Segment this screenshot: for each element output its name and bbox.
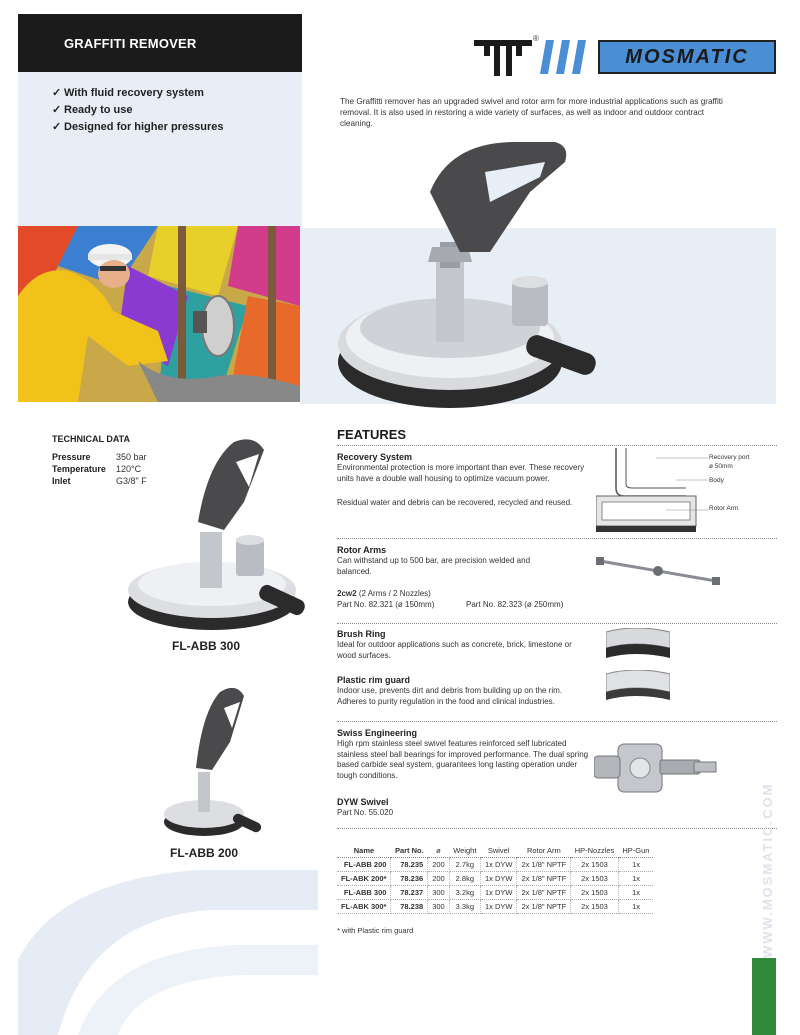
product-hero-image	[330, 132, 620, 412]
brand-logo: MOSMATIC	[598, 40, 776, 74]
green-accent-block	[752, 958, 776, 1035]
spec-table	[337, 844, 653, 914]
rotor-text: Can withstand up to 500 bar, are precision welded and balanced.	[337, 556, 531, 576]
divider	[337, 828, 777, 829]
table-row: FL-ABB 200 78.235 200 2.7kg 1x DYW 2x 1/8" NPTF 2x 1503 1x	[337, 858, 653, 872]
intro-paragraph: The Graffitti remover has an upgraded swivel and rotor arm for more industrial applications such as graffiti removal. It is also used in restoring a wide variety of surfaces, as well as indoor and outdoor contract cleaning.	[340, 97, 723, 128]
recovery-text: Environmental protection is more important than ever. These recovery units have a double wall housing to optimize vacuum power.	[337, 463, 585, 483]
features-title: FEATURES	[337, 427, 407, 442]
recovery-diagram	[596, 448, 708, 538]
rotor-part-150: Part No. 82.321 (ø 150mm)	[337, 600, 435, 609]
brush-heading: Brush Ring	[337, 629, 386, 639]
brush-text: Ideal for outdoor applications such as concrete, brick, limestone or wood surfaces.	[337, 640, 572, 660]
model-label-300: FL-ABB 300	[172, 639, 241, 653]
callout-body: Body	[709, 477, 724, 484]
vertical-website-watermark	[758, 700, 778, 960]
check-icon: ✓	[52, 87, 62, 99]
th-nozzles: HP-Nozzles	[571, 844, 619, 858]
worker-photo	[18, 226, 300, 402]
divider	[337, 445, 777, 446]
callout-recovery-port: Recovery port	[709, 454, 750, 461]
th-swivel: Swivel	[480, 844, 517, 858]
swivel-image	[594, 730, 720, 816]
th-weight: Weight	[449, 844, 480, 858]
rotor-part-250: Part No. 82.323 (ø 250mm)	[466, 600, 564, 609]
rotor-variant: 2cw2 (2 Arms / 2 Nozzles)	[337, 589, 431, 598]
logo-stripes-icon	[540, 40, 596, 74]
check-icon: ✓	[52, 104, 62, 116]
product-fl-abb-300-image	[124, 432, 314, 632]
watermark-swoosh	[18, 840, 318, 1035]
th-rotor: Rotor Arm	[517, 844, 571, 858]
th-name: Name	[337, 844, 391, 858]
website-url-text: WWW.MOSMATIC.COM	[760, 782, 775, 958]
registered-mark: ®	[533, 34, 539, 43]
table-row: FL-ABB 300 78.237 300 3.2kg 1x DYW 2x 1/8" NPTF 2x 1503 1x	[337, 886, 653, 900]
model-label-200: FL-ABB 200	[170, 846, 239, 860]
technical-data-title: TECHNICAL DATA	[52, 434, 130, 444]
swiss-heading: Swiss Engineering	[337, 728, 418, 738]
rotor-arm-image	[596, 555, 720, 587]
divider	[337, 538, 777, 539]
feature-bullet: ✓ Ready to use	[52, 104, 133, 116]
brand-mark-icon	[474, 36, 532, 76]
dyw-heading: DYW Swivel	[337, 797, 389, 807]
tech-row-inlet: Inlet G3/8" F	[52, 476, 147, 486]
rim-guard-image	[606, 670, 670, 710]
th-part: Part No.	[391, 844, 428, 858]
th-diameter: ø	[428, 844, 450, 858]
feature-bullet: ✓ With fluid recovery system	[52, 87, 204, 99]
rim-text: Indoor use, prevents dirt and debris from building up on the rim. Adheres to purity regulation in the food and clinical industries.	[337, 686, 563, 706]
table-footnote: * with Plastic rim guard	[337, 926, 414, 935]
table-row: FL-ABK 200* 78.236 200 2.8kg 1x DYW 2x 1/8" NPTF 2x 1503 1x	[337, 872, 653, 886]
table-header-row	[337, 844, 653, 858]
divider	[337, 721, 777, 722]
feature-bullet: ✓ Designed for higher pressures	[52, 121, 224, 133]
dyw-part: Part No. 55.020	[337, 808, 394, 817]
product-fl-abb-200-image	[160, 672, 270, 838]
recovery-heading: Recovery System	[337, 452, 413, 462]
rim-heading: Plastic rim guard	[337, 675, 411, 685]
brush-ring-image	[606, 628, 670, 668]
swiss-text: High rpm stainless steel swivel features reinforced self lubricated stainless steel ball bearings for improved performance. The dual spring based carbide seal system, guarantees long lasting operation under tough conditions.	[337, 739, 589, 780]
rotor-heading: Rotor Arms	[337, 545, 387, 555]
callout-port-size: ø 50mm	[709, 463, 733, 470]
table-row: FL-ABK 300* 78.238 300 3.3kg 1x DYW 2x 1/8" NPTF 2x 1503 1x	[337, 900, 653, 914]
divider	[337, 623, 777, 624]
tech-row-pressure: Pressure 350 bar	[52, 452, 147, 462]
callout-rotor-arm: Rotor Arm	[709, 505, 739, 512]
th-gun: HP-Gun	[618, 844, 653, 858]
page-title: GRAFFITI REMOVER	[64, 36, 197, 51]
recovery-text-2: Residual water and debris can be recovered, recycled and reused.	[337, 498, 573, 507]
tech-row-temperature: Temperature 120°C	[52, 464, 142, 474]
check-icon: ✓	[52, 121, 62, 133]
